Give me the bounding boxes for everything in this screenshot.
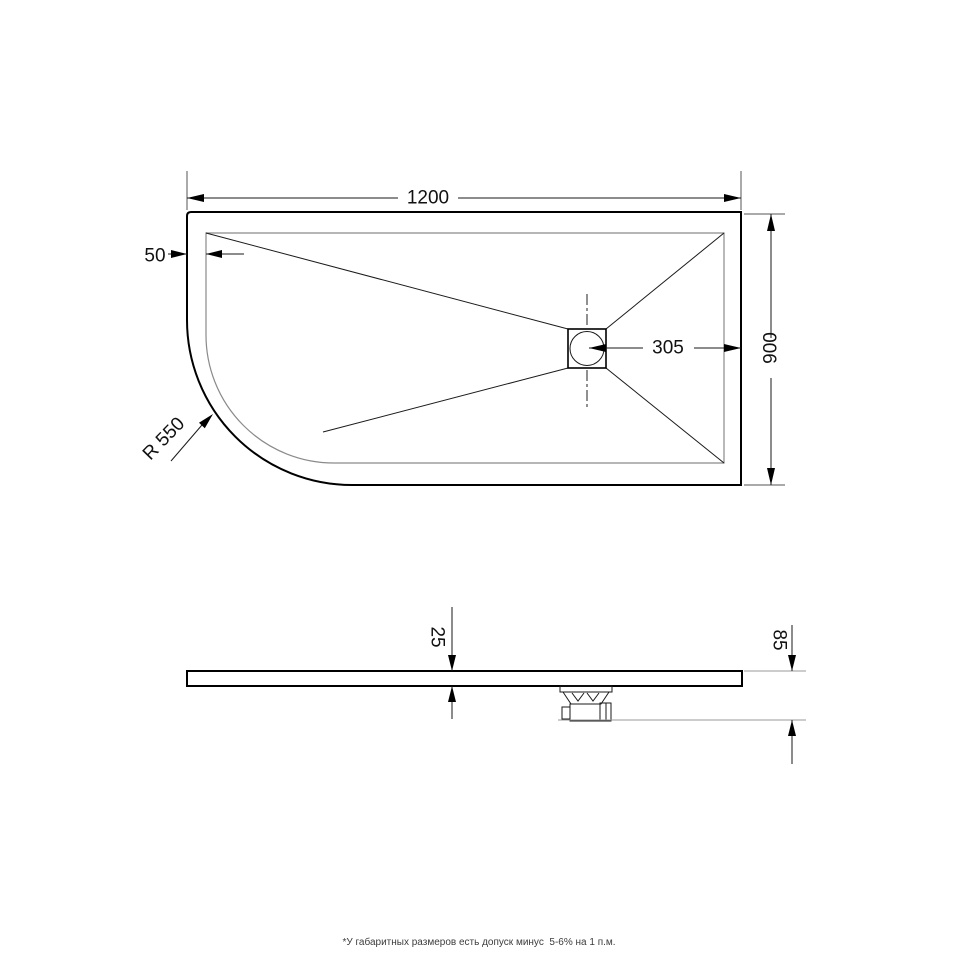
arrowhead-left bbox=[187, 194, 204, 202]
dim-thickness-25 bbox=[427, 607, 457, 719]
tray-inner-edge bbox=[206, 233, 724, 463]
side-view bbox=[187, 671, 806, 721]
dim-width-1200 bbox=[187, 171, 741, 210]
arrowhead-up bbox=[788, 720, 796, 736]
radius-callout bbox=[139, 413, 213, 464]
tolerance-footnote: *У габаритных размеров есть допуск минус 5-6% на 1 п.м. bbox=[342, 937, 616, 948]
arrowhead-bottom bbox=[767, 468, 775, 485]
dim-height-900 bbox=[744, 214, 785, 485]
dim-total-height-85 bbox=[769, 625, 797, 764]
dim-height-value: 900 bbox=[760, 332, 782, 364]
slope-line-top-right bbox=[606, 233, 724, 329]
drain-funnel-vane-left bbox=[572, 693, 584, 701]
arrowhead-left bbox=[589, 344, 606, 352]
arrowhead-down bbox=[788, 655, 796, 671]
dim-total-height-value: 85 bbox=[768, 629, 790, 651]
dim-drain-offset-305 bbox=[589, 338, 741, 359]
arrowhead-outer bbox=[171, 250, 187, 258]
slope-line-bottom-left bbox=[323, 368, 568, 432]
arrowhead-right bbox=[724, 194, 741, 202]
dim-offset-value: 50 bbox=[144, 245, 166, 267]
drain-side-assembly bbox=[560, 686, 612, 721]
dim-edge-offset-50 bbox=[144, 246, 244, 267]
arrowhead-top bbox=[767, 214, 775, 231]
slope-line-bottom-right bbox=[606, 368, 724, 463]
arrowhead-down bbox=[448, 655, 456, 671]
arrowhead-up bbox=[448, 686, 456, 702]
drain-body bbox=[570, 704, 600, 721]
drain-funnel-vane-right bbox=[587, 693, 599, 701]
slope-line-top-left bbox=[206, 233, 568, 329]
dim-drain-offset-value: 305 bbox=[652, 337, 684, 359]
arrowhead-right bbox=[724, 344, 741, 352]
dim-width-value: 1200 bbox=[406, 187, 450, 209]
tray-profile bbox=[187, 671, 742, 686]
arrowhead-inner bbox=[206, 250, 222, 258]
dim-thickness-value: 25 bbox=[426, 626, 448, 648]
drain-funnel bbox=[563, 692, 609, 704]
radius-value: R 550 bbox=[138, 413, 190, 465]
drain-cap-left bbox=[562, 707, 570, 719]
